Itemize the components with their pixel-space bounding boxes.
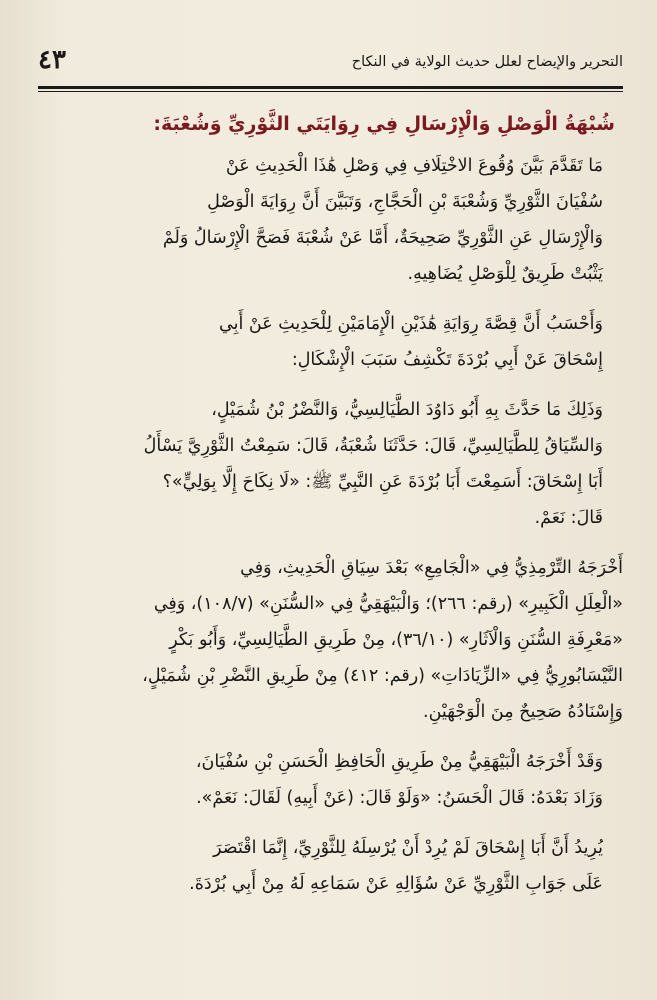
text-line: وَالْإِرْسَالِ عَنِ الثَّوْرِيِّ صَحِيحَةٌ، أَمَّا عَنْ شُعْبَةَ فَصَحَّ الْإِرْسَالُ وَلَمْ — [162, 228, 603, 248]
header-rule-thick — [38, 86, 623, 89]
paragraph-5 — [38, 744, 623, 816]
running-title: التحرير والإيضاح لعلل حديث الولاية في النكاح — [351, 54, 623, 70]
text-line: أَخْرَجَهُ التِّرْمِذِيُّ فِي «الْجَامِعِ» بَعْدَ سِيَاقِ الْحَدِيثِ، وَفِي — [240, 558, 623, 578]
paragraph-2 — [38, 306, 623, 378]
text-line: النَّيْسَابُورِيُّ فِي «الزِّيَادَاتِ» (رقم: ٤١٢) مِنْ طَرِيقِ النَّضْرِ بْنِ شُمَيْلٍ، — [142, 666, 623, 686]
text-line: أَبَا إِسْحَاقَ: أَسَمِعْتَ أَبَا بُرْدَةَ عَنِ النَّبِيِّ ﷺ: «لَا نِكَاحَ إِلَّا بِوَلِيٍّ»؟ — [162, 472, 603, 492]
text-line: عَلَى جَوَابِ الثَّوْرِيِّ عَنْ سُؤَالِهِ عَنْ سَمَاعِهِ لَهُ مِنْ أَبِي بُرْدَةَ. — [189, 874, 603, 894]
text-line: وَالسِّيَاقُ لِلطَّيَالِسِيِّ، قَالَ: حَدَّثَنَا شُعْبَةُ، قَالَ: سَمِعْتُ الثَّوْرِيَّ يَسْأَلُ — [143, 436, 603, 456]
text-line: إِسْحَاقَ عَنْ أَبِي بُرْدَةَ تَكْشِفُ سَبَبَ الْإِشْكَالِ: — [291, 350, 603, 370]
text-line: «الْعِلَلِ الْكَبِيرِ» (رقم: ٢٦٦)؛ وَالْبَيْهَقِيُّ فِي «السُّنَنِ» (١٠٨/٧)، وَفِي — [153, 594, 623, 614]
paragraph-3 — [38, 392, 623, 536]
text-line: وَزَادَ بَعْدَهُ: قَالَ الْحَسَنُ: «وَلَوْ قَالَ: (عَنْ أَبِيهِ) لَقَالَ: نَعَمْ». — [196, 788, 603, 808]
text-line: مَا تَقَدَّمَ بَيَّنَ وُقُوعَ الاخْتِلَافِ فِي وَصْلِ هَٰذَا الْحَدِيثِ عَنْ — [225, 156, 603, 176]
text-line: وَأَحْسَبُ أَنَّ قِصَّةَ رِوَايَةِ هَٰذَيْنِ الْإِمَامَيْنِ لِلْحَدِيثِ عَنْ أَبِي — [219, 314, 603, 334]
section-heading: شُبْهَةُ الْوَصْلِ وَالْإِرْسَالِ فِي رِوَايَتَي الثَّوْرِيِّ وَشُعْبَةَ: — [153, 113, 615, 135]
paragraph-4 — [38, 550, 623, 730]
text-line: وَقَدْ أَخْرَجَهُ الْبَيْهَقِيُّ مِنْ طَرِيقِ الْحَافِظِ الْحَسَنِ بْنِ سُفْيَانَ، — [195, 752, 603, 772]
paragraph-6 — [38, 830, 623, 902]
page-body — [38, 104, 623, 916]
text-line: يُرِيدُ أَنَّ أَبَا إِسْحَاقَ لَمْ يُرِدْ أَنْ يُرْسِلَهُ لِلثَّوْرِيِّ، إِنَّمَا اقْتَصَرَ — [213, 838, 603, 858]
text-line: قَالَ: نَعَمْ. — [534, 508, 603, 528]
text-line: وَذَلِكَ مَا حَدَّثَ بِهِ أَبُو دَاوُدَ الطَّيَالِسِيُّ، وَالنَّضْرُ بْنُ شُمَيْلٍ، — [211, 400, 603, 420]
page-number: ٤٣ — [38, 45, 66, 75]
paragraph-1 — [38, 148, 623, 292]
page-header — [38, 40, 623, 94]
text-line: يَثْبُتْ طَرِيقٌ لِلْوَصْلِ يُضَاهِيهِ. — [407, 264, 603, 284]
text-line: وَإِسْنَادُهُ صَحِيحٌ مِنَ الْوَجْهَيْنِ. — [423, 702, 623, 722]
text-line: «مَعْرِفَةِ السُّنَنِ وَالْآثَارِ» (٣٦/١٠)، مِنْ طَرِيقِ الطَّيَالِسِيِّ، وَأَبُو بَكْرٍ — [169, 630, 623, 650]
header-rule-thin — [38, 91, 623, 92]
text-line: سُفْيَانَ الثَّوْرِيِّ وَشُعْبَةَ بْنِ الْحَجَّاجِ، وَتَبَيَّنَ أَنَّ رِوَايَةَ الْوَصْلِ — [207, 192, 603, 212]
